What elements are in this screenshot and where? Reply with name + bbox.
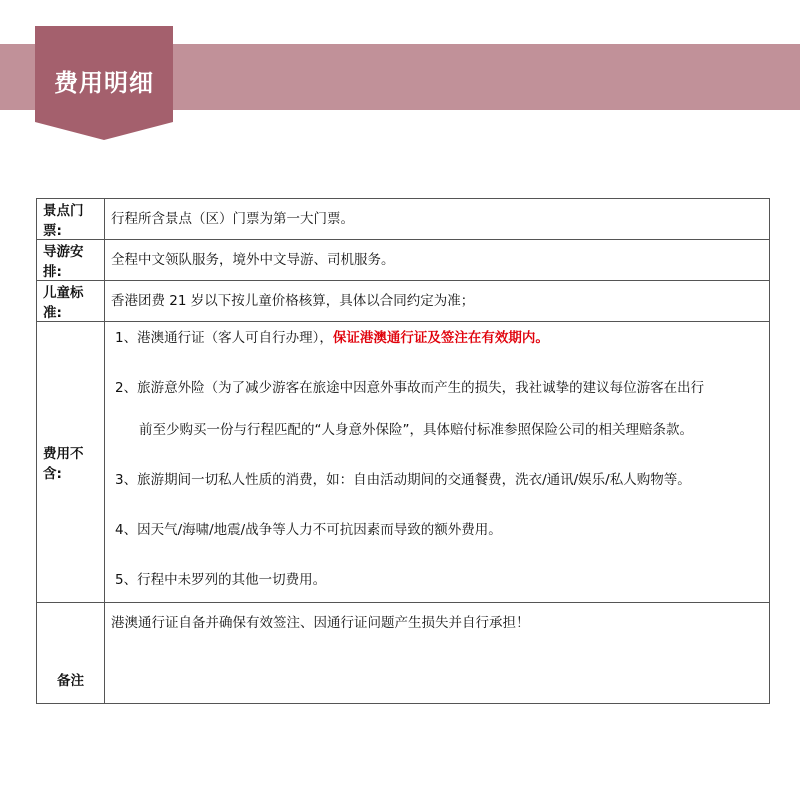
list-item-exclusion-2 [115, 378, 763, 440]
exclusion-1-text: 1、港澳通行证（客人可自行办理）， [115, 330, 333, 346]
row-text-children: 香港团费 21 岁以下按儿童价格核算，具体以合同约定为准； [105, 281, 770, 322]
list-item-exclusion-4: 4、因天气/海啸/地震/战争等人力不可抗因素而导致的额外费用。 [115, 522, 502, 538]
fee-details-table [36, 198, 770, 704]
list-item-exclusion-5: 5、行程中未罗列的其他一切费用。 [115, 572, 327, 588]
row-label-exclusions: 费用不含: [37, 322, 105, 603]
section-title: 费用明细 [54, 69, 154, 97]
list-item-exclusion-1 [115, 328, 763, 348]
section-header-tab [35, 26, 173, 140]
row-content-exclusions [105, 322, 770, 603]
row-label-guide: 导游安排: [37, 240, 105, 281]
table-row-exclusions [37, 322, 770, 603]
row-label-children: 儿童标准: [37, 281, 105, 322]
table-row-tickets [37, 199, 770, 240]
exclusion-2-line1: 2、旅游意外险（为了减少游客在旅途中因意外事故而产生的损失，我社诚挚的建议每位游客在出行 [115, 380, 705, 396]
row-text-guide: 全程中文领队服务，境外中文导游、司机服务。 [105, 240, 770, 281]
exclusions-list [111, 322, 763, 602]
exclusion-1-warning: 保证港澳通行证及签注在有效期内。 [332, 330, 549, 346]
exclusion-2-line2: 前至少购买一份与行程匹配的“人身意外保险”，具体赔付标准参照保险公司的相关理赔条款。 [139, 422, 693, 438]
table-row-children [37, 281, 770, 322]
row-label-tickets: 景点门票: [37, 199, 105, 240]
list-item-exclusion-3: 3、旅游期间一切私人性质的消费，如：自由活动期间的交通餐费，洗衣/通讯/娱乐/私人购物等。 [115, 472, 691, 488]
remarks-text: 港澳通行证自备并确保有效签注、因通行证问题产生损失并自行承担！ [111, 615, 530, 631]
table-row-guide [37, 240, 770, 281]
row-content-remarks [105, 603, 770, 704]
table-row-remarks [37, 603, 770, 704]
row-label-remarks: 备注 [37, 603, 105, 704]
row-text-tickets: 行程所含景点（区）门票为第一大门票。 [105, 199, 770, 240]
